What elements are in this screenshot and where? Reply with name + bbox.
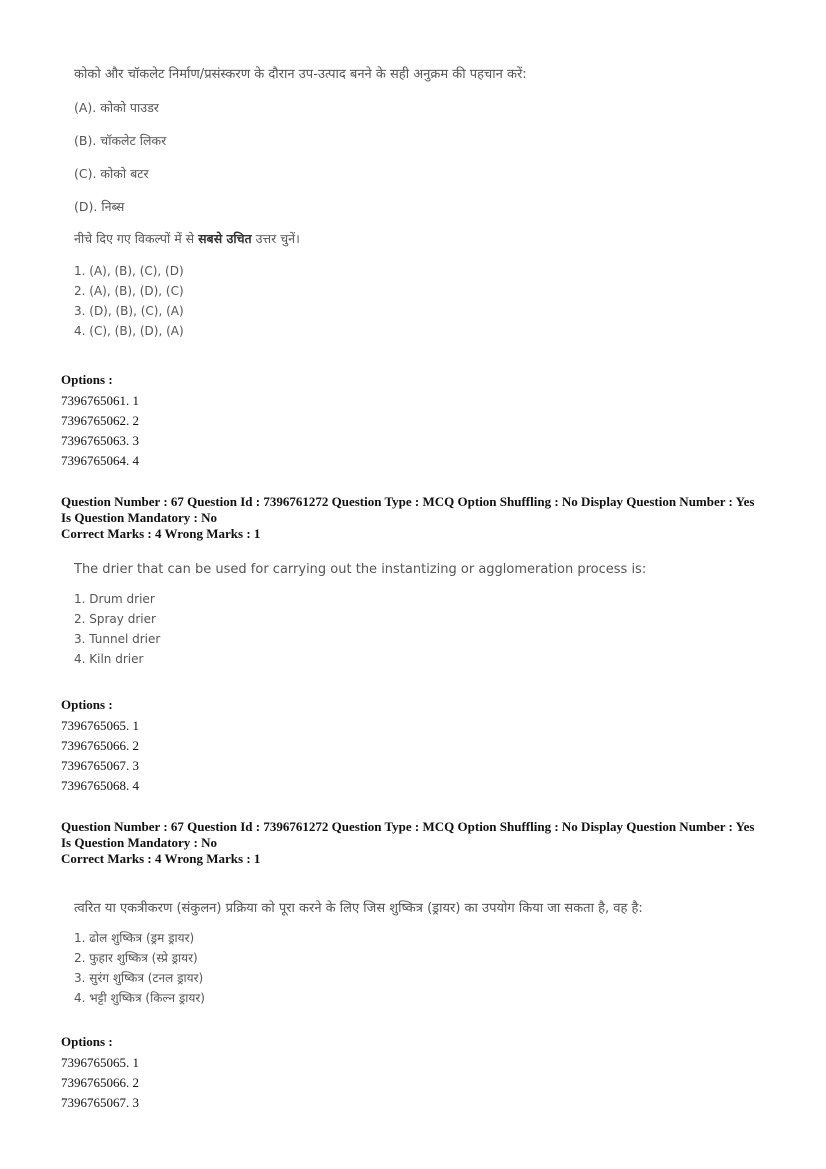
question-2-choice: 2. Spray drier <box>74 612 156 626</box>
options-label: Options : <box>61 1034 113 1049</box>
question-3-choice: 4. भट्टी शुष्कित्र (किल्न ड्रायर) <box>74 991 205 1005</box>
question-2-image <box>74 562 794 669</box>
question-meta-line: Is Question Mandatory : No <box>61 510 218 525</box>
option-id: 7396765062. 2 <box>61 413 139 428</box>
question-marks: Correct Marks : 4 Wrong Marks : 1 <box>61 526 261 541</box>
option-id: 7396765063. 3 <box>61 433 139 448</box>
question-3-choice: 3. सुरंग शुष्कित्र (टनल ड्रायर) <box>74 971 204 985</box>
question-1-choice: 2. (A), (B), (D), (C) <box>74 284 184 298</box>
question-2-choice: 3. Tunnel drier <box>74 632 161 646</box>
instruction-text-pre: नीचे दिए गए विकल्पों में से <box>74 231 199 246</box>
option-id: 7396765068. 4 <box>61 778 139 793</box>
question-1-item-d: (D). निब्स <box>74 199 125 214</box>
instruction-text-bold: सबसे उचित <box>198 231 252 246</box>
question-2-choice: 1. Drum drier <box>74 592 155 606</box>
question-meta-line: Question Number : 67 Question Id : 7396761272 Question Type : MCQ Option Shuffling : No Display Question Number : Yes <box>61 819 755 834</box>
question-3-choice: 2. फुहार शुष्कित्र (स्प्रे ड्रायर) <box>74 951 198 965</box>
question-2-options <box>61 697 139 796</box>
question-3-choice: 1. ढोल शुष्कित्र (ड्रम ड्रायर) <box>74 931 195 945</box>
question-1-choice: 3. (D), (B), (C), (A) <box>74 304 184 318</box>
option-id: 7396765064. 4 <box>61 453 139 468</box>
question-meta-line: Question Number : 67 Question Id : 7396761272 Question Type : MCQ Option Shuffling : No Display Question Number : Yes <box>61 494 755 509</box>
options-label: Options : <box>61 372 113 387</box>
instruction-text-post: उत्तर चुनें। <box>251 231 300 246</box>
question-2-meta <box>61 494 801 542</box>
question-3-image <box>74 898 794 1008</box>
question-1-item-c: (C). कोको बटर <box>74 166 149 181</box>
option-id: 7396765066. 2 <box>61 1075 139 1090</box>
question-2-choice: 4. Kiln drier <box>74 652 144 666</box>
option-id: 7396765065. 1 <box>61 718 139 733</box>
question-1-choice: 4. (C), (B), (D), (A) <box>74 324 184 338</box>
question-1-item-b: (B). चॉकलेट लिकर <box>74 133 167 148</box>
question-1-stem: कोको और चॉकलेट निर्माण/प्रसंस्करण के दौरान उप-उत्पाद बनने के सही अनुक्रम की पहचान करें: <box>74 67 527 82</box>
question-3-stem: त्वरित या एकत्रीकरण (संकुलन) प्रक्रिया को पूरा करने के लिए जिस शुष्कित्र (ड्रायर) का उपयोग किया जा सकता है, वह है: <box>74 901 643 916</box>
option-id: 7396765067. 3 <box>61 1095 139 1110</box>
question-1-choice: 1. (A), (B), (C), (D) <box>74 264 184 278</box>
question-2-stem: The drier that can be used for carrying out the instantizing or agglomeration process is: <box>74 562 647 577</box>
question-3-options <box>61 1034 139 1113</box>
options-label: Options : <box>61 697 113 712</box>
question-3-meta <box>61 819 801 867</box>
question-1-image <box>74 64 794 341</box>
question-marks: Correct Marks : 4 Wrong Marks : 1 <box>61 851 261 866</box>
option-id: 7396765065. 1 <box>61 1055 139 1070</box>
question-meta-line: Is Question Mandatory : No <box>61 835 218 850</box>
option-id: 7396765067. 3 <box>61 758 139 773</box>
option-id: 7396765061. 1 <box>61 393 139 408</box>
option-id: 7396765066. 2 <box>61 738 139 753</box>
question-1-options <box>61 372 139 471</box>
question-1-instruction <box>74 229 794 249</box>
question-1-item-a: (A). कोको पाउडर <box>74 100 159 115</box>
